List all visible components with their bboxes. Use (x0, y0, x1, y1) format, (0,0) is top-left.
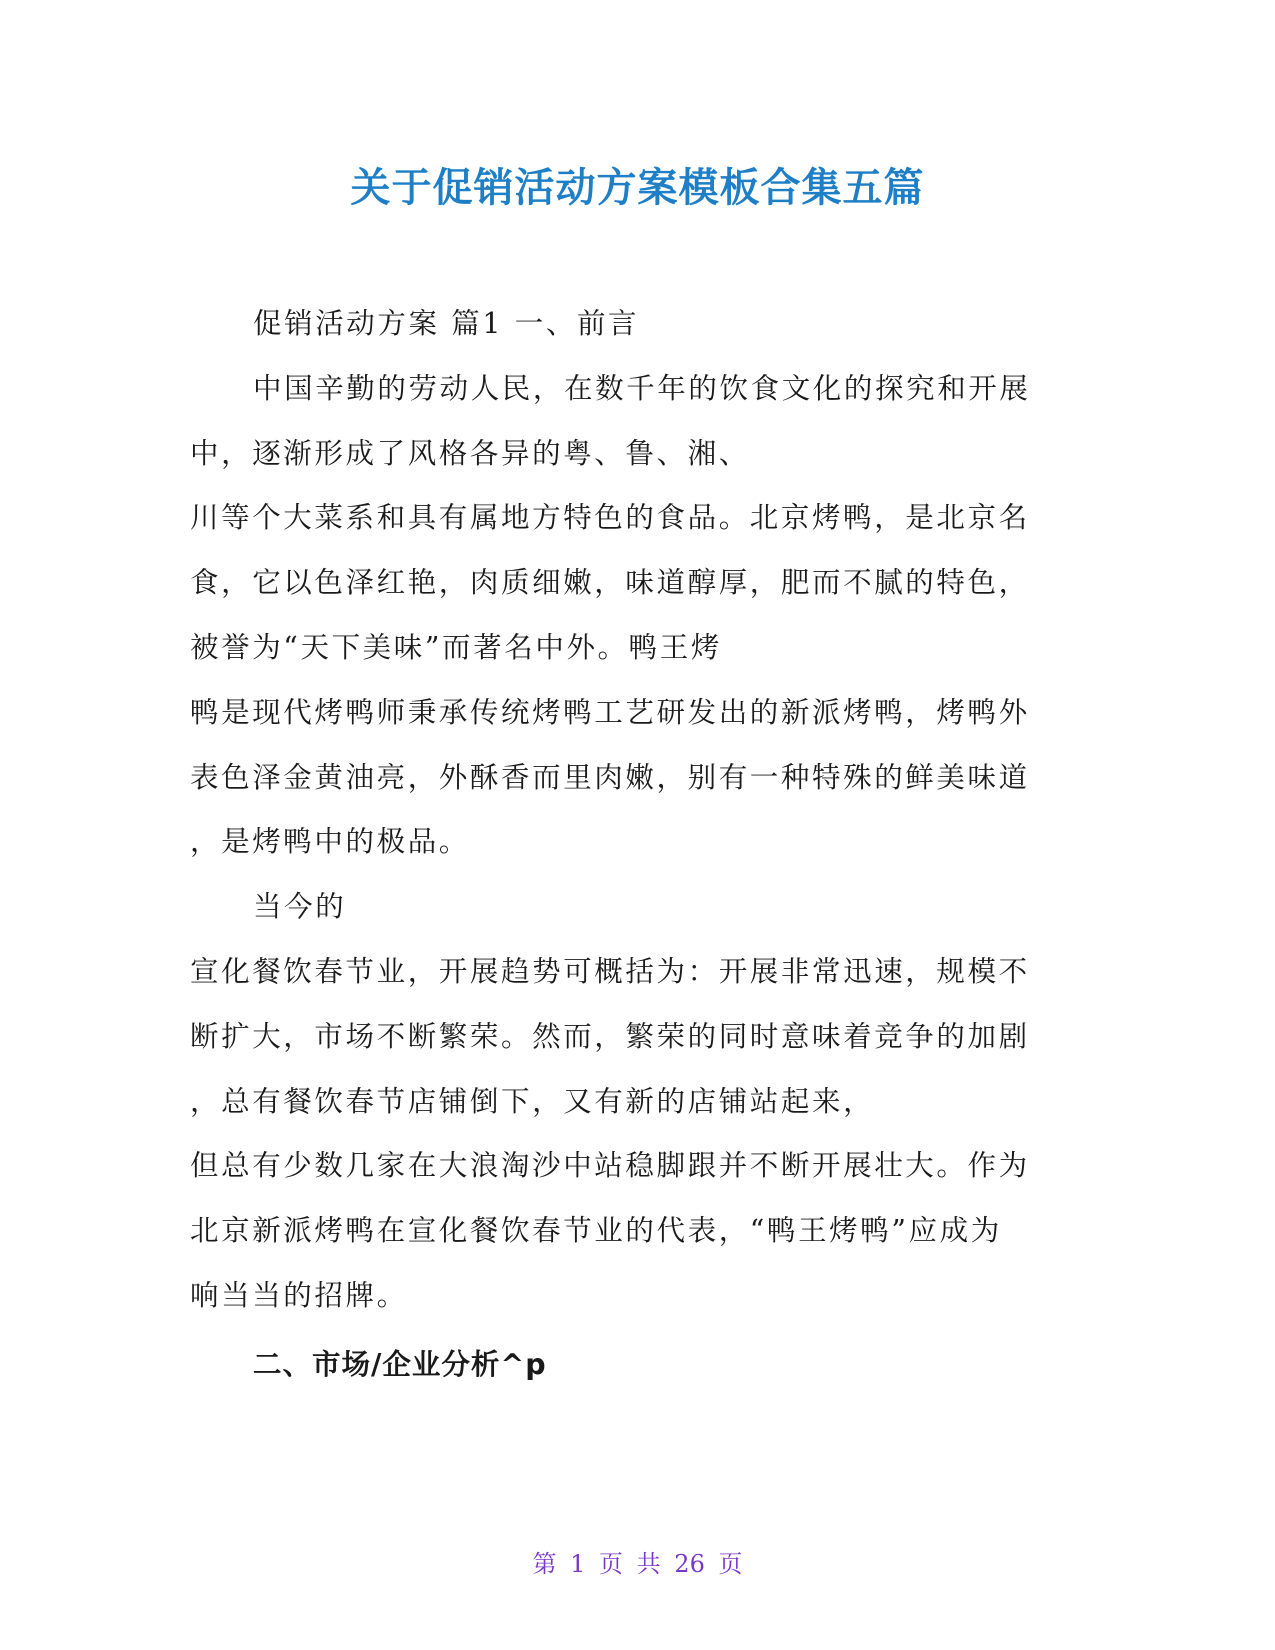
paragraph-line: 中，逐渐形成了风格各异的粤、鲁、湘、 (190, 436, 750, 470)
paragraph-line: 响当当的招牌。 (190, 1278, 408, 1312)
document-title: 关于促销活动方案模板合集五篇 (350, 165, 925, 211)
paragraph-line: 川等个大菜系和具有属地方特色的食品。北京烤鸭，是北京名 (190, 501, 1030, 535)
paragraph-line: ，是烤鸭中的极品。 (190, 825, 470, 859)
document-body (190, 292, 1090, 1398)
section-intro-line: 促销活动方案 篇1 一、前言 (253, 307, 640, 340)
paragraph-line: 中国辛勤的劳动人民，在数千年的饮食文化的探究和开展 (253, 371, 1031, 405)
page-number-footer: 第 1 页 共 26 页 (532, 1550, 743, 1578)
paragraph-line: 但总有少数几家在大浪淘沙中站稳脚跟并不断开展壮大。作为 (190, 1149, 1030, 1183)
paragraph-line: 表色泽金黄油亮，外酥香而里肉嫩，别有一种特殊的鲜美味道 (190, 760, 1030, 794)
paragraph-line: 鸭是现代烤鸭师秉承传统烤鸭工艺研发出的新派烤鸭，烤鸭外 (190, 695, 1030, 729)
paragraph-line: 断扩大，市场不断繁荣。然而，繁荣的同时意味着竞争的加剧 (190, 1019, 1030, 1053)
paragraph-line: ，总有餐饮春节店铺倒下，又有新的店铺站起来， (190, 1084, 875, 1118)
paragraph-line: 食，它以色泽红艳，肉质细嫩，味道醇厚，肥而不腻的特色， (190, 566, 1030, 600)
section-heading: 二、市场/企业分析^p (253, 1347, 547, 1381)
paragraph-line: 北京新派烤鸭在宣化餐饮春节业的代表，“鸭王烤鸭”应成为 (190, 1214, 1002, 1248)
paragraph-line: 当今的 (253, 890, 347, 924)
paragraph-line: 被誉为“天下美味”而著名中外。鸭王烤 (190, 630, 722, 664)
paragraph-line: 宣化餐饮春节业，开展趋势可概括为：开展非常迅速，规模不 (190, 954, 1030, 988)
